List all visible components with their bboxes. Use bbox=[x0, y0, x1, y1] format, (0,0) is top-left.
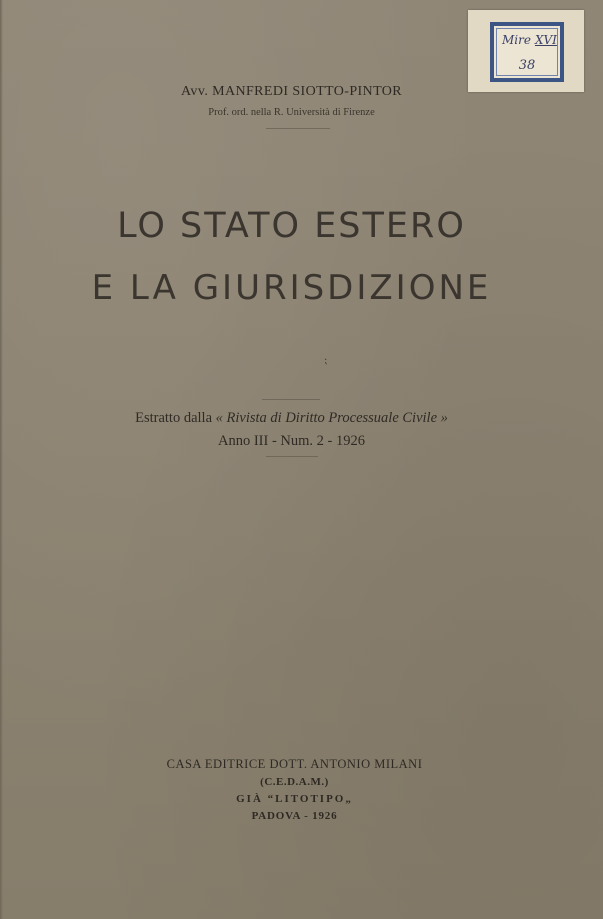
title-line-1: LO STATO ESTERO bbox=[117, 206, 466, 246]
library-label-shelf bbox=[502, 33, 558, 47]
extract-source bbox=[0, 410, 593, 427]
library-label bbox=[468, 10, 584, 92]
divider-rule bbox=[266, 456, 318, 457]
printer-mark: ⁏ bbox=[324, 355, 328, 366]
publisher-name: CASA EDITRICE DOTT. ANTONIO MILANI bbox=[166, 757, 423, 771]
publisher-former-name: GIÀ “LITOTIPO„ bbox=[236, 793, 353, 805]
publisher-place-year: PADOVA - 1926 bbox=[251, 810, 338, 822]
extract-issue: Anno III - Num. 2 - 1926 bbox=[218, 433, 365, 449]
extract-journal: « Rivista di Diritto Processuale Civile » bbox=[215, 410, 448, 426]
extract-prefix: Estratto dalla bbox=[135, 410, 213, 426]
divider-rule bbox=[262, 399, 320, 400]
library-label-shelf-roman: XVI bbox=[534, 33, 557, 47]
library-label-frame bbox=[490, 22, 564, 82]
title-line-2: E LA GIURISDIZIONE bbox=[91, 268, 492, 308]
library-label-shelf-prefix: Mire bbox=[502, 33, 531, 47]
divider-rule bbox=[266, 128, 330, 129]
publisher-acronym: (C.E.D.A.M.) bbox=[260, 776, 329, 788]
author-name: Avv. MANFREDI SIOTTO-PINTOR bbox=[180, 84, 403, 99]
library-label-number: 38 bbox=[518, 58, 536, 73]
author-affiliation: Prof. ord. nella R. Università di Firenze bbox=[208, 107, 375, 118]
